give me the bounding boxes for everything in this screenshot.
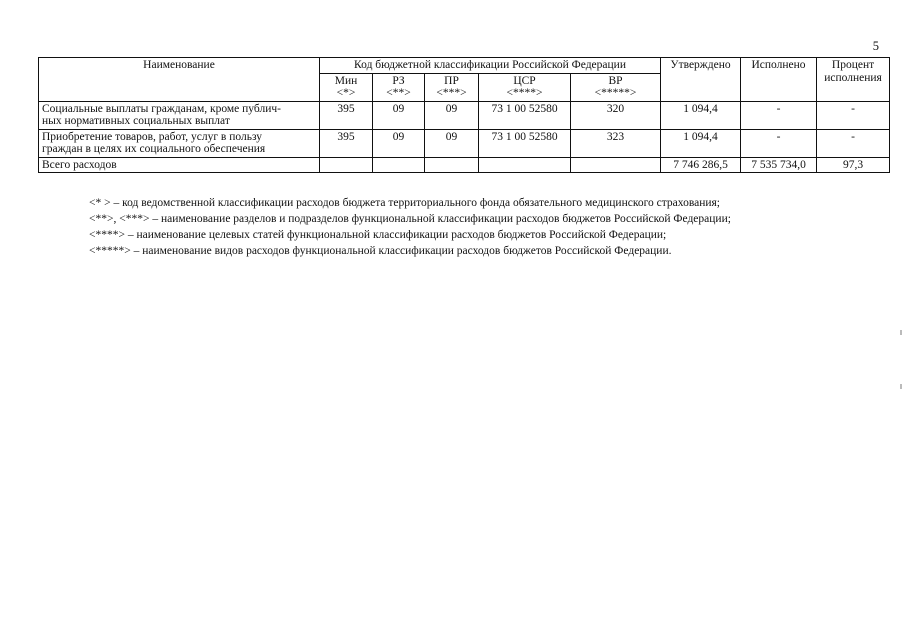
table-row — [39, 101, 890, 129]
row-min: 395 — [320, 129, 373, 157]
header-csr: ЦСР <****> — [479, 73, 571, 101]
total-approved: 7 746 286,5 — [661, 157, 741, 173]
header-min: Мин <*> — [320, 73, 373, 101]
empty-cell — [320, 157, 373, 173]
row-name: Социальные выплаты гражданам, кроме публич- ных нормативных социальных выплат — [39, 101, 320, 129]
footnote: <****> – наименование целевых статей функциональной классификации расходов бюджетов Российской Федерации; — [89, 229, 667, 241]
row-min: 395 — [320, 101, 373, 129]
total-percent: 97,3 — [817, 157, 890, 173]
header-approved: Утверждено — [661, 58, 741, 102]
expenditure-table — [38, 57, 890, 173]
row-csr: 73 1 00 52580 — [479, 101, 571, 129]
footnote: <* > – код ведомственной классификации расходов бюджета территориального фонда обязательного медицинского страхования; — [89, 197, 721, 209]
header-rz: РЗ <**> — [373, 73, 425, 101]
row-pr: 09 — [425, 101, 479, 129]
scan-mark — [900, 330, 902, 335]
footnotes — [89, 195, 731, 259]
row-executed: - — [741, 129, 817, 157]
row-name: Приобретение товаров, работ, услуг в пользу граждан в целях их социального обеспечения — [39, 129, 320, 157]
empty-cell — [571, 157, 661, 173]
header-vr: ВР <*****> — [571, 73, 661, 101]
scan-mark — [900, 384, 902, 389]
row-vr: 323 — [571, 129, 661, 157]
row-pr: 09 — [425, 129, 479, 157]
row-percent: - — [817, 129, 890, 157]
row-percent: - — [817, 101, 890, 129]
page-number: 5 — [872, 39, 879, 53]
header-name: Наименование — [39, 58, 320, 102]
footnote: <*****> – наименование видов расходов функциональной классификации расходов бюджетов Российской Федерации. — [89, 245, 672, 257]
header-percent: Процент исполнения — [817, 58, 890, 102]
row-vr: 320 — [571, 101, 661, 129]
table-row — [39, 129, 890, 157]
header-executed: Исполнено — [741, 58, 817, 102]
row-rz: 09 — [373, 129, 425, 157]
row-approved: 1 094,4 — [661, 129, 741, 157]
row-executed: - — [741, 101, 817, 129]
empty-cell — [425, 157, 479, 173]
footnote: <**>, <***> – наименование разделов и подразделов функциональной классификации расходов бюджетов Российской Федерации; — [89, 213, 731, 225]
empty-cell — [479, 157, 571, 173]
total-label: Всего расходов — [39, 157, 320, 173]
row-csr: 73 1 00 52580 — [479, 129, 571, 157]
total-row — [39, 157, 890, 173]
empty-cell — [373, 157, 425, 173]
header-row-1 — [39, 58, 890, 74]
row-rz: 09 — [373, 101, 425, 129]
total-executed: 7 535 734,0 — [741, 157, 817, 173]
row-approved: 1 094,4 — [661, 101, 741, 129]
header-pr: ПР <***> — [425, 73, 479, 101]
header-code-group: Код бюджетной классификации Российской Федерации — [320, 58, 661, 74]
